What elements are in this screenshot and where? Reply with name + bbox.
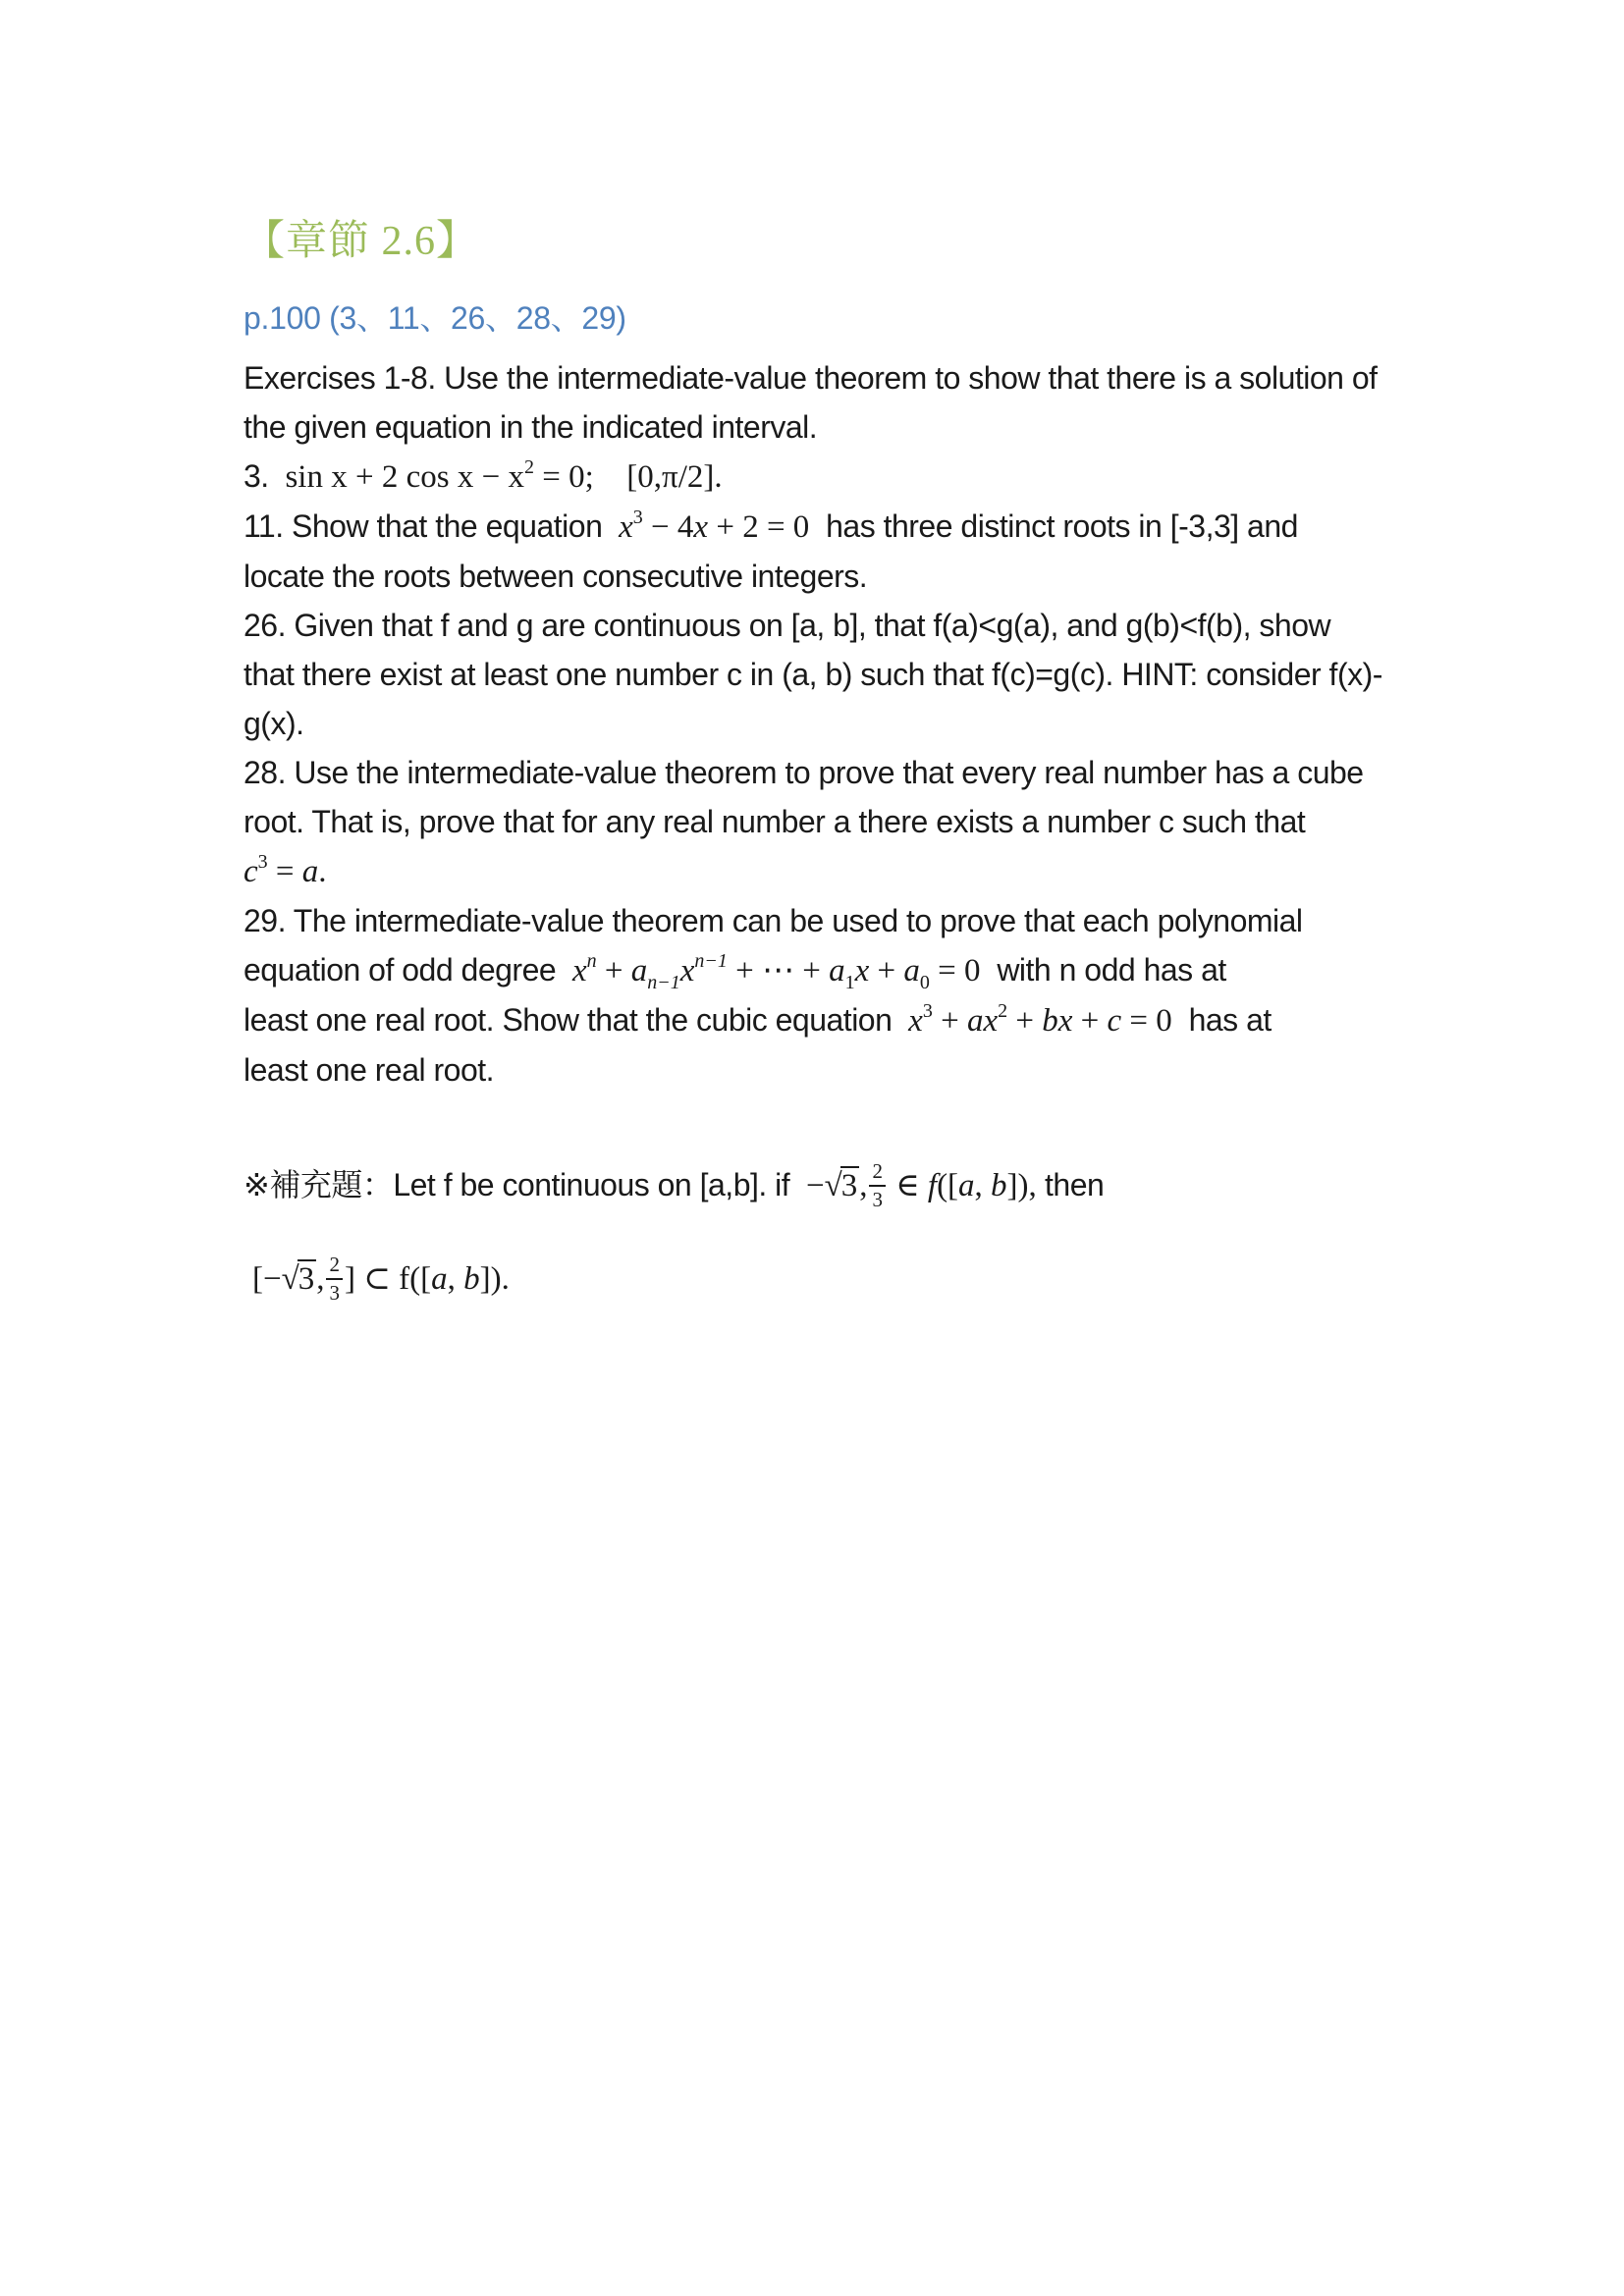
math-segment: 3: [922, 1000, 933, 1022]
text-segment: 11. Show that the equation: [244, 508, 620, 544]
math-segment: [−: [252, 1261, 282, 1297]
paragraph-problem-29: [244, 896, 1520, 1095]
math-segment: n−1: [694, 950, 728, 972]
text-segment: the given equation in the indicated interval.: [244, 409, 818, 445]
math-segment: +: [596, 953, 631, 988]
math-segment: ]),: [1006, 1168, 1046, 1203]
paragraph-exercises-intro: [244, 353, 1520, 452]
radicand: 3: [840, 1168, 858, 1203]
math-segment: 1: [844, 972, 855, 993]
math-segment: 2: [998, 1000, 1008, 1022]
text-line: [244, 353, 1520, 402]
math-segment: ,: [316, 1261, 325, 1297]
math-segment: = 0: [929, 953, 981, 988]
paragraph-problem-26: [244, 601, 1520, 748]
text-line: [244, 402, 1520, 452]
math-segment: b: [463, 1261, 480, 1297]
text-segment: equation of odd degree: [244, 952, 572, 988]
math-segment: x: [693, 509, 709, 545]
text-line: [244, 846, 1520, 896]
math-segment: c: [244, 854, 258, 889]
text-segment: that there exist at least one number c in (a, b) such that f(c)=g(c). HINT: consider f(x)-: [244, 657, 1382, 692]
math-segment: sin x + 2 cos x − x: [285, 459, 524, 495]
math-segment: a: [301, 854, 319, 889]
math-segment: =: [267, 854, 302, 889]
stacked-fraction: [326, 1253, 343, 1304]
math-segment: 3: [257, 851, 268, 873]
math-segment: + ⋯ +: [727, 953, 830, 988]
text-line: [244, 699, 1520, 748]
text-line: [244, 945, 1520, 995]
paragraph-supplement-conclusion: [244, 1243, 1520, 1314]
text-line: [252, 1243, 1520, 1314]
math-segment: +: [932, 1003, 967, 1039]
fraction-numerator: 2: [326, 1253, 343, 1279]
math-segment: + 2 = 0: [708, 509, 810, 545]
text-line: [244, 896, 1520, 945]
math-segment: +: [1072, 1003, 1108, 1039]
fraction-denominator: 3: [329, 1280, 340, 1305]
text-line: [244, 650, 1520, 699]
text-segment: least one real root.: [244, 1052, 495, 1088]
text-segment: locate the roots between consecutive integers.: [244, 559, 868, 594]
text-line: [244, 748, 1520, 797]
text-segment: 3.: [244, 458, 286, 494]
text-segment: then: [1045, 1167, 1105, 1202]
math-segment: bx: [1042, 1003, 1073, 1039]
math-segment: ,: [974, 1168, 992, 1203]
math-segment: ∈: [887, 1168, 928, 1203]
math-segment: x: [854, 953, 870, 988]
math-segment: − 4: [642, 509, 694, 545]
math-segment: f: [927, 1168, 938, 1203]
text-line: [244, 1149, 1520, 1221]
text-line: [244, 995, 1520, 1045]
math-segment: a: [829, 953, 845, 988]
math-segment: ,: [447, 1261, 464, 1297]
math-segment: ax: [966, 1003, 999, 1039]
radicand: 3: [298, 1261, 315, 1297]
math-segment: a: [903, 953, 920, 988]
math-segment: 3: [632, 507, 643, 528]
math-segment: 2: [523, 456, 534, 478]
math-segment: b: [991, 1168, 1007, 1203]
stacked-fraction: [869, 1159, 886, 1210]
math-segment: +: [1007, 1003, 1043, 1039]
math-segment: x: [908, 1003, 923, 1039]
math-segment: ] ⊂ f([: [344, 1261, 432, 1297]
text-segment: Exercises 1-8. Use the intermediate-value theorem to show that there is a solution of: [244, 360, 1378, 396]
math-segment: = 0: [1121, 1003, 1172, 1039]
math-segment: x: [571, 953, 587, 988]
math-segment: ]).: [479, 1261, 510, 1297]
text-segment: has three distinct roots in [-3,3] and: [809, 508, 1298, 544]
math-segment: n: [586, 950, 597, 972]
text-segment: ※補充題：Let f be continuous on [a,b]. if: [244, 1167, 806, 1202]
text-line: [244, 797, 1520, 846]
math-segment: x: [679, 953, 695, 988]
fraction-denominator: 3: [872, 1187, 883, 1211]
text-segment: with n odd has at: [980, 952, 1226, 988]
text-segment: 26. Given that f and g are continuous on [a, b], that f(a)<g(a), and g(b)<f(b), show: [244, 608, 1331, 643]
math-segment: ,: [859, 1168, 868, 1203]
math-segment: x: [619, 509, 633, 545]
math-segment: a: [630, 953, 648, 988]
text-segment: 28. Use the intermediate-value theorem to prove that every real number has a cube: [244, 755, 1364, 790]
math-segment: [0,π/2].: [626, 459, 723, 495]
fraction-numerator: 2: [869, 1159, 886, 1186]
math-segment: = 0;: [533, 459, 594, 495]
square-root: [825, 1168, 860, 1203]
text-line: [244, 1045, 1520, 1095]
square-root: [282, 1261, 317, 1297]
text-line: [244, 552, 1520, 601]
text-segment: [594, 458, 627, 494]
math-segment: c: [1107, 1003, 1122, 1039]
text-line: [244, 502, 1520, 552]
math-segment: .: [318, 854, 327, 889]
content: [244, 218, 1520, 1314]
page-title: 【章節 2.6】: [244, 219, 479, 264]
math-segment: −: [805, 1168, 825, 1203]
document-body: [244, 353, 1520, 1314]
math-segment: a: [431, 1261, 448, 1297]
math-segment: n−1: [647, 972, 680, 993]
paragraph-problem-3: [244, 452, 1520, 502]
math-segment: +: [869, 953, 904, 988]
text-segment: 29. The intermediate-value theorem can be used to prove that each polynomial: [244, 903, 1303, 938]
math-segment: 0: [919, 972, 930, 993]
math-segment: a: [958, 1168, 975, 1203]
text-segment: least one real root. Show that the cubic equation: [244, 1002, 909, 1038]
page-subtitle: p.100 (3、11、26、28、29): [244, 300, 626, 336]
paragraph-supplement-intro: [244, 1149, 1520, 1221]
text-segment: root. That is, prove that for any real number a there exists a number c such that: [244, 804, 1306, 839]
radical-sign-icon: √: [281, 1261, 299, 1297]
radical-sign-icon: √: [824, 1168, 842, 1203]
text-segment: g(x).: [244, 706, 304, 741]
paragraph-problem-28: [244, 748, 1520, 896]
text-segment: has at: [1171, 1002, 1272, 1038]
math-segment: ([: [937, 1168, 959, 1203]
paragraph-problem-11: [244, 502, 1520, 601]
text-line: [244, 452, 1520, 502]
text-line: [244, 601, 1520, 650]
